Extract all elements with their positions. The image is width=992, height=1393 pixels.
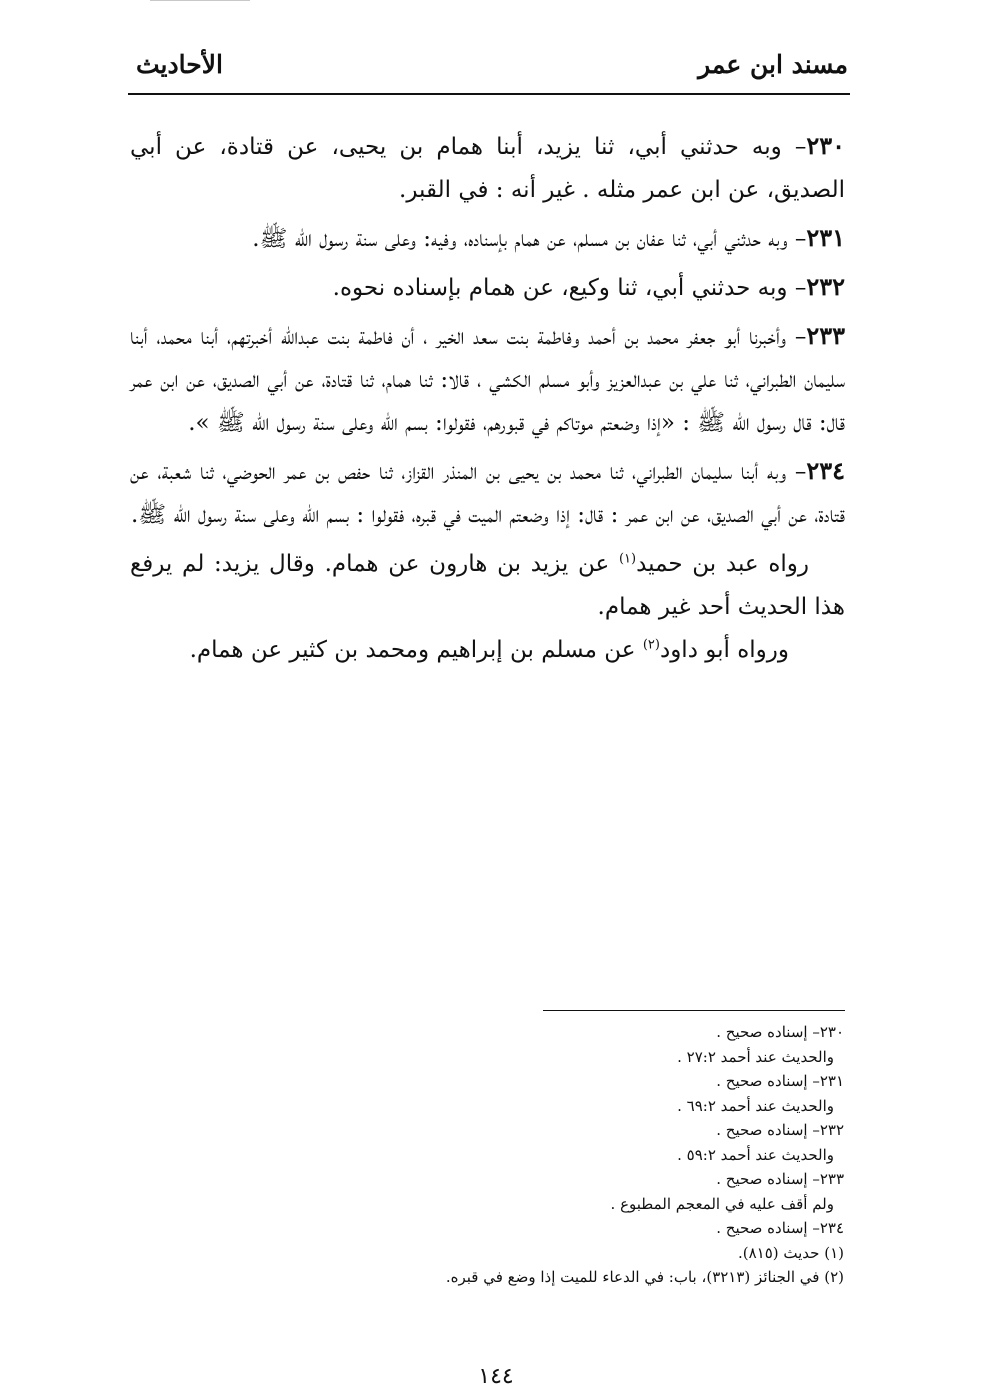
narration-abu-dawud (130, 629, 845, 672)
hadith-number: ٢٣٤ (806, 456, 845, 485)
footnote-line: ٢٣٢– إسناده صحيح . (716, 1121, 844, 1139)
footnote-line: ٢٣٣– إسناده صحيح . (716, 1170, 844, 1188)
hadith-230 (130, 124, 845, 212)
narration-abd-bin-humaid (130, 543, 845, 629)
hadith-233 (130, 314, 845, 445)
hadith-232 (130, 265, 845, 310)
footnote-line: والحديث عند أحمد ٦٩:٢ . (677, 1096, 834, 1115)
hadith-number: ٢٣١ (806, 223, 845, 252)
main-text (130, 124, 845, 672)
footnote-line: والحديث عند أحمد ٥٩:٢ . (677, 1145, 834, 1164)
footnote-ref: (٢) (642, 637, 660, 653)
narration-text-start: ورواه أبو داود (659, 637, 789, 663)
footnote-line: ٢٣١– إسناده صحيح . (716, 1072, 844, 1090)
narration-text-end: عن يزيد بن هارون عن همام. وقال يزيد: لم يرفع هذا الحديث أحد غير همام. (130, 551, 845, 620)
header-rule (128, 93, 850, 95)
scan-mark (150, 0, 250, 1)
narration-text-start: رواه عبد بن حميد (636, 551, 810, 577)
hadith-text: – وبه حدثني أبي، ثنا عفان بن مسلم، عن همام بإسناده، وفيه: وعلى سنة رسول الله ﷺ. (252, 226, 807, 252)
hadith-text: – وبه أبنا سليمان الطبراني، ثنا محمد بن يحيى بن المنذر القزاز، ثنا حفص بن عمر الحوضي، ثنا شعبة، عن قتادة، عن أبي الصديق، عن ابن عمر : قال: إذا وضعتم الميت في قبره، فقولوا : بسم الله وعلى سنة رسول الله ﷺ. (130, 459, 845, 528)
book-title: مسند ابن عمر (698, 50, 848, 79)
hadith-234 (130, 449, 845, 537)
footnote-line: (٢) في الجنائز (٣٢١٣)، باب: في الدعاء للميت إذا وضع في قبره. (445, 1268, 844, 1286)
footnote-line: والحديث عند أحمد ٢٧:٢ . (677, 1047, 834, 1066)
hadith-number: ٢٣٣ (806, 321, 845, 350)
hadith-text: – وأخبرنا أبو جعفر محمد بن أحمد وفاطمة بنت سعد الخير ، أن فاطمة بنت عبدالله أخبرتهم، أبنا محمد، أبنا سليمان الطبراني، ثنا علي بن عبدالعزيز وأبو مسلم الكشي ، قالا: ثنا همام، ثنا قتادة، عن أبي الصديق، عن ابن عمر قال: قال رسول الله ﷺ : «إذا وضعتم موتاكم في قبورهم، فقولوا: بسم الله وعلى سنة رسول الله ﷺ ». (130, 324, 845, 436)
page-number: ١٤٤ (478, 1364, 514, 1389)
footnote-line: ٢٣٤– إسناده صحيح . (716, 1219, 844, 1237)
footnote-rule (543, 1010, 845, 1011)
running-header (128, 50, 848, 90)
footnote-ref: (١) (618, 551, 637, 567)
footnotes (384, 1020, 844, 1290)
hadith-number: ٢٣٠ (806, 131, 845, 160)
hadith-text: – وبه حدثني أبي، ثنا وكيع، عن همام بإسناده نحوه. (332, 275, 807, 301)
footnote-line: ولم أقف عليه في المعجم المطبوع . (610, 1194, 834, 1213)
hadith-231 (130, 216, 845, 261)
narration-text-end: عن مسلم بن إبراهيم ومحمد بن كثير عن همام. (189, 637, 643, 663)
section-title: الأحاديث (136, 50, 223, 79)
hadith-text: – وبه حدثني أبي، ثنا يزيد، أبنا همام بن يحيى، عن قتادة، عن أبي الصديق، عن ابن عمر مثله . غير أنه : في القبر. (130, 134, 845, 203)
hadith-number: ٢٣٢ (806, 272, 845, 301)
footnote-line: ٢٣٠– إسناده صحيح . (716, 1023, 844, 1041)
footnote-line: (١) حديث (٨١٥). (737, 1243, 844, 1262)
